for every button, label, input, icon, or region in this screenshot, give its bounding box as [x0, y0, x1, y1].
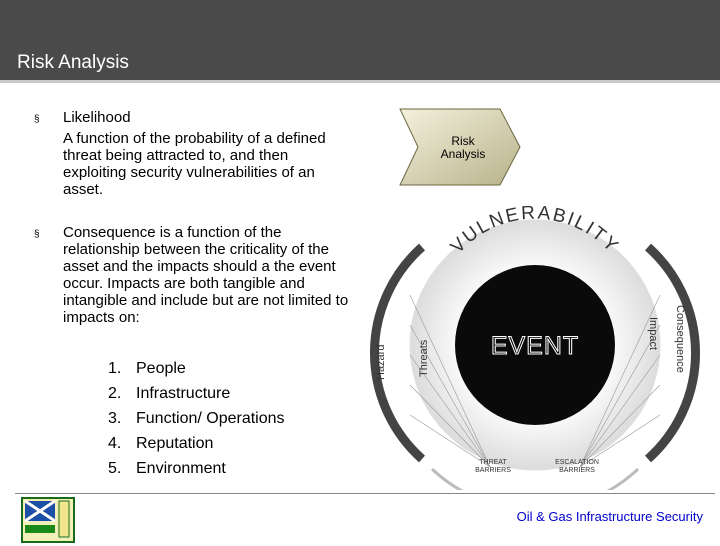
vulnerability-label: VULNERABILITY — [446, 202, 624, 258]
list-item — [108, 456, 285, 481]
list-number: 3. — [108, 410, 122, 427]
consequence-body: is a function of the relationship between the criticality of the asset and the impacts should a the event occur. Impacts are both tangible and intangible and include but are not limited to impacts on: — [63, 224, 349, 326]
threat-barriers-label-1: THREAT — [479, 459, 507, 466]
footer-divider — [15, 493, 715, 494]
list-item — [108, 381, 285, 406]
risk-analysis-arrow — [400, 109, 520, 185]
header-divider — [0, 80, 720, 83]
event-label: EVENT — [490, 332, 580, 360]
consequence-title: Consequence — [63, 224, 156, 241]
list-label: People — [136, 360, 186, 377]
escalation-barriers-label-2: BARRIERS — [559, 467, 595, 474]
list-item — [108, 406, 285, 431]
threats-label: Threats — [418, 339, 430, 377]
likelihood-body: A function of the probability of a defined threat being attracted to, and then exploiting security vulnerabilities of an asset. — [63, 130, 326, 198]
list-number: 2. — [108, 385, 122, 402]
impact-label: Impact — [647, 317, 659, 351]
footer-caption: Oil & Gas Infrastructure Security — [516, 509, 703, 524]
bullet-marker-likelihood: § — [34, 114, 40, 125]
page-title: Risk Analysis — [17, 52, 129, 73]
list-label: Reputation — [136, 435, 214, 452]
bowtie-diagram — [370, 95, 710, 490]
impact-list — [108, 356, 285, 481]
list-item — [108, 356, 285, 381]
list-number: 1. — [108, 360, 122, 377]
threat-barriers-label-2: BARRIERS — [475, 467, 511, 474]
list-number: 4. — [108, 435, 122, 452]
consequence-paragraph — [63, 224, 355, 326]
list-number: 5. — [108, 460, 122, 477]
bullet-marker-consequence: § — [34, 229, 40, 240]
nigeria-scotia-logo — [21, 497, 75, 543]
list-label: Infrastructure — [136, 385, 231, 402]
list-label: Environment — [136, 460, 226, 477]
likelihood-title: Likelihood — [63, 109, 131, 126]
list-label: Function/ Operations — [136, 410, 285, 427]
hazard-label: Hazard — [375, 344, 387, 380]
saltire-flag-icon — [23, 499, 73, 541]
list-item — [108, 431, 285, 456]
header-bar — [0, 0, 720, 80]
arrow-label-line2: Analysis — [440, 147, 486, 161]
consequence-label: Consequence — [674, 305, 686, 373]
escalation-barriers-label-1: ESCALATION — [555, 459, 599, 466]
arrow-label-line1: Risk — [451, 134, 475, 148]
